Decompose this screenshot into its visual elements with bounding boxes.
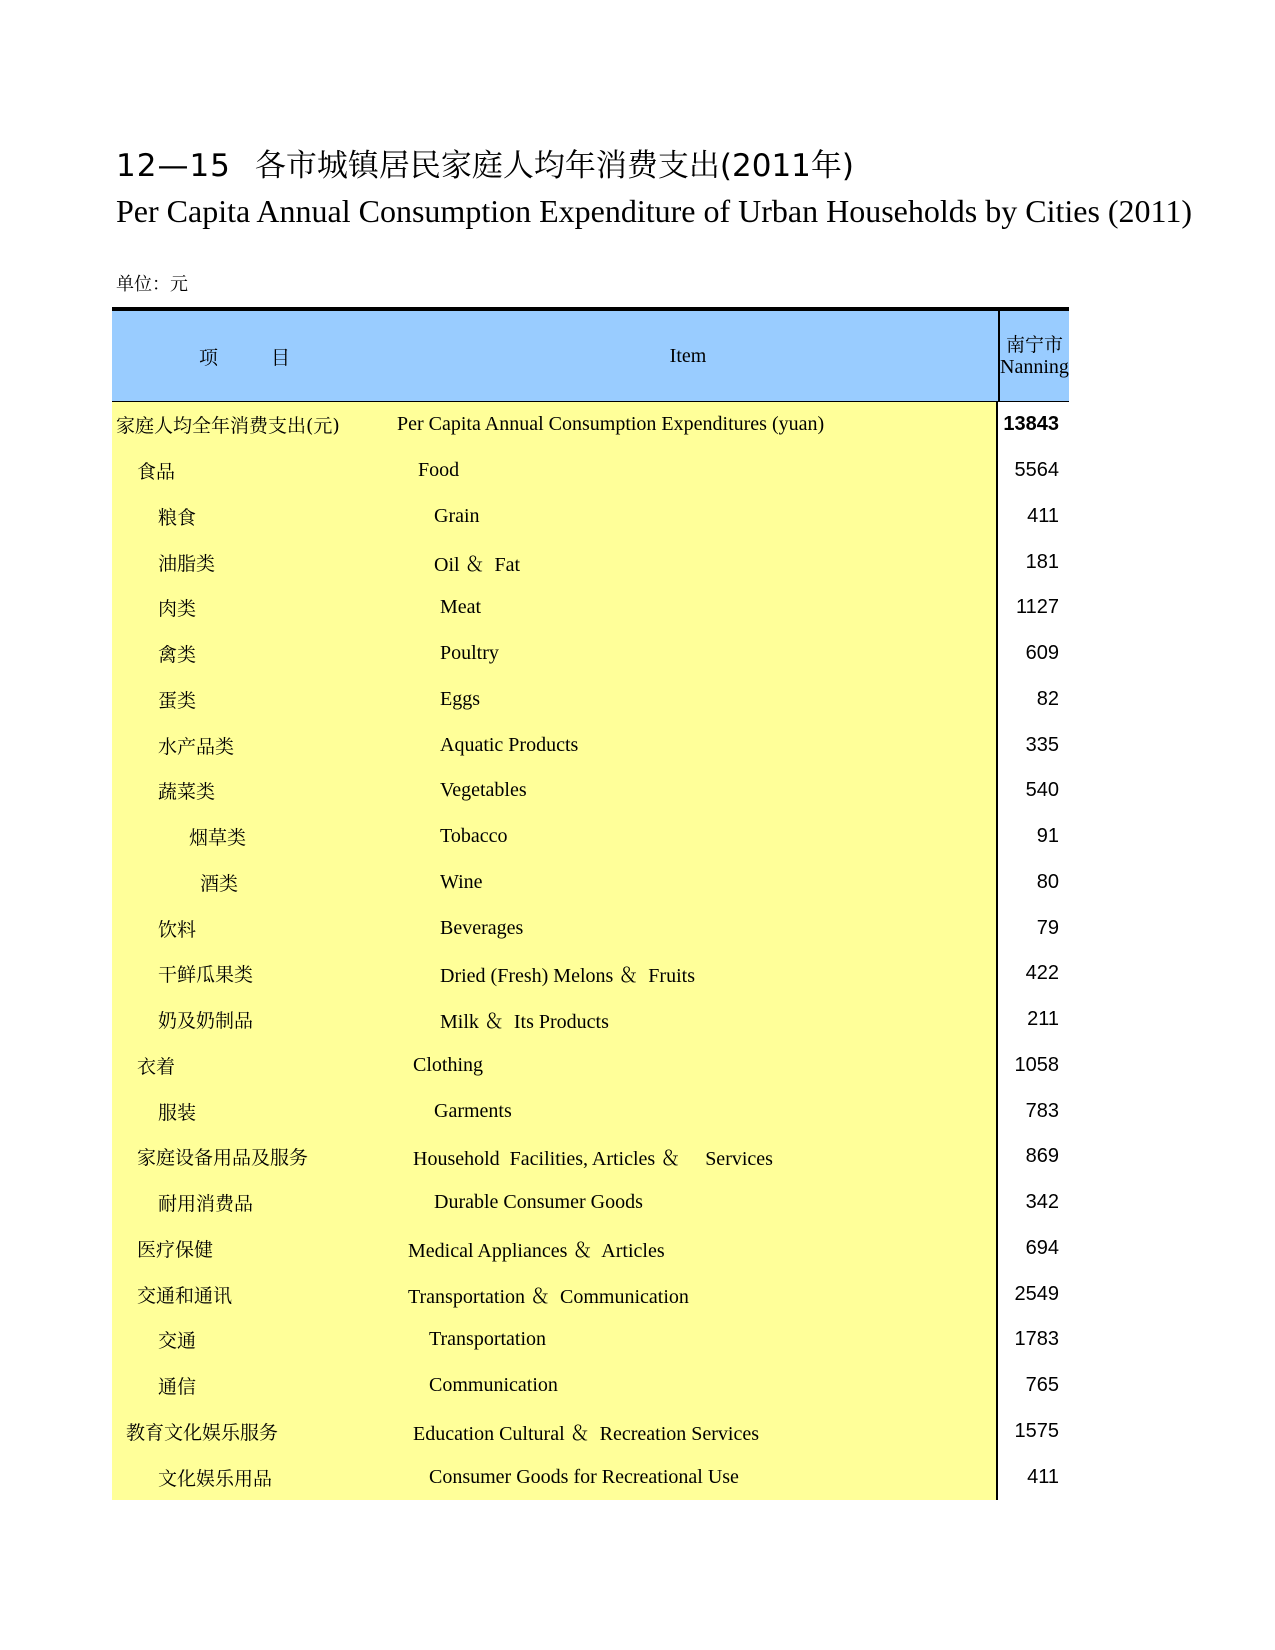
row-value-nanning: 91	[1036, 825, 1059, 848]
title-chinese-text: 各市城镇居民家庭人均年消费支出(2011年)	[254, 148, 854, 184]
row-item-english: Vegetables	[378, 768, 998, 814]
row-item-english: Milk ＆ Its Products	[378, 997, 998, 1043]
row-item-english: Grain	[378, 494, 998, 540]
row-item-chinese: 蛋类	[112, 677, 378, 723]
table-row	[112, 539, 1069, 585]
row-item-chinese: 医疗保健	[112, 1226, 378, 1272]
row-item-english: Clothing	[378, 1043, 998, 1089]
row-item-english: Tobacco	[378, 814, 998, 860]
row-value-nanning: 1058	[1014, 1053, 1059, 1076]
row-item-chinese: 水产品类	[112, 722, 378, 768]
table-row	[112, 1409, 1069, 1455]
unit-label: 单位：元	[116, 274, 188, 295]
row-item-english: Durable Consumer Goods	[378, 1180, 998, 1226]
table-row	[112, 1043, 1069, 1089]
row-item-chinese: 家庭设备用品及服务	[112, 1134, 378, 1180]
row-item-chinese: 文化娱乐用品	[112, 1454, 378, 1500]
row-value-nanning: 1783	[1014, 1328, 1059, 1351]
row-item-chinese: 衣着	[112, 1043, 378, 1089]
row-value-nanning: 783	[1025, 1099, 1059, 1122]
row-value-nanning: 5564	[1014, 459, 1059, 482]
row-value-nanning: 765	[1025, 1374, 1059, 1397]
row-value-nanning: 1575	[1014, 1419, 1059, 1442]
page-title-english: Per Capita Annual Consumption Expenditure of Urban Households by Cities (2011)	[116, 193, 1193, 229]
row-value-nanning: 82	[1036, 687, 1059, 710]
row-item-english: Eggs	[378, 677, 998, 723]
table-row	[112, 905, 1069, 951]
row-item-chinese: 油脂类	[112, 539, 378, 585]
table-row	[112, 1271, 1069, 1317]
row-item-english: Dried (Fresh) Melons ＆ Fruits	[378, 951, 998, 997]
table-row	[112, 1134, 1069, 1180]
row-item-english: Food	[378, 448, 998, 494]
row-item-english: Poultry	[378, 631, 998, 677]
row-item-chinese: 耐用消费品	[112, 1180, 378, 1226]
header-city-chinese: 南宁市	[1005, 334, 1063, 356]
table-row	[112, 494, 1069, 540]
table-row	[112, 1454, 1069, 1500]
row-value-nanning: 609	[1025, 642, 1059, 665]
row-item-chinese: 肉类	[112, 585, 378, 631]
expenditure-table	[112, 307, 1069, 1500]
row-value-nanning: 79	[1036, 916, 1059, 939]
page-title-chinese	[116, 146, 854, 186]
row-item-chinese: 教育文化娱乐服务	[112, 1409, 378, 1455]
row-item-chinese: 食品	[112, 448, 378, 494]
row-value-nanning: 411	[1027, 1465, 1059, 1488]
row-item-english: Beverages	[378, 905, 998, 951]
row-item-english: Education Cultural ＆ Recreation Services	[378, 1409, 998, 1455]
table-row	[112, 1317, 1069, 1363]
header-item-chinese-b: 目	[271, 346, 292, 369]
table-row	[112, 1363, 1069, 1409]
row-value-nanning: 1127	[1015, 596, 1059, 619]
row-item-english: Household Facilities, Articles ＆ Services	[378, 1134, 998, 1180]
header-city	[1000, 311, 1069, 401]
row-value-nanning: 869	[1025, 1145, 1059, 1168]
row-item-english: Meat	[378, 585, 998, 631]
row-item-chinese: 交通	[112, 1317, 378, 1363]
row-value-nanning: 13843	[1003, 413, 1059, 436]
row-item-chinese: 通信	[112, 1363, 378, 1409]
row-item-english: Garments	[378, 1088, 998, 1134]
row-value-nanning: 211	[1027, 1008, 1059, 1031]
table-row	[112, 1088, 1069, 1134]
row-item-chinese: 家庭人均全年消费支出(元)	[112, 402, 378, 448]
table-row	[112, 997, 1069, 1043]
row-item-chinese: 干鲜瓜果类	[112, 951, 378, 997]
row-value-nanning: 540	[1025, 779, 1059, 802]
row-item-chinese: 粮食	[112, 494, 378, 540]
header-city-english: Nanning	[1000, 356, 1069, 378]
row-item-chinese: 饮料	[112, 905, 378, 951]
row-item-english: Transportation	[378, 1317, 998, 1363]
table-row	[112, 585, 1069, 631]
table-row	[112, 448, 1069, 494]
table-number: 12—15	[116, 148, 231, 184]
row-item-chinese: 酒类	[112, 860, 378, 906]
row-item-chinese: 交通和通讯	[112, 1271, 378, 1317]
row-item-english: Per Capita Annual Consumption Expenditures (yuan)	[378, 402, 998, 448]
row-value-nanning: 422	[1025, 962, 1059, 985]
table-row	[112, 951, 1069, 997]
row-value-nanning: 2549	[1014, 1282, 1059, 1305]
row-item-english: Transportation ＆ Communication	[378, 1271, 998, 1317]
table-row	[112, 860, 1069, 906]
table-row	[112, 402, 1069, 448]
table-row	[112, 631, 1069, 677]
row-item-english: Wine	[378, 860, 998, 906]
table-body	[112, 402, 1069, 1500]
row-item-chinese: 蔬菜类	[112, 768, 378, 814]
row-value-nanning: 694	[1025, 1236, 1059, 1259]
row-value-nanning: 80	[1036, 870, 1059, 893]
row-item-english: Oil ＆ Fat	[378, 539, 998, 585]
header-item-english: Item	[378, 311, 1000, 401]
row-item-chinese: 奶及奶制品	[112, 997, 378, 1043]
row-value-nanning: 181	[1025, 550, 1059, 573]
table-row	[112, 722, 1069, 768]
table-row	[112, 814, 1069, 860]
table-row	[112, 1180, 1069, 1226]
header-item-chinese-a: 项	[198, 346, 219, 369]
header-item-chinese	[112, 311, 378, 401]
row-item-chinese: 禽类	[112, 631, 378, 677]
table-header	[112, 311, 1069, 402]
row-item-english: Communication	[378, 1363, 998, 1409]
table-row	[112, 1226, 1069, 1272]
row-item-english: Medical Appliances ＆ Articles	[378, 1226, 998, 1272]
table-row	[112, 677, 1069, 723]
row-value-nanning: 411	[1027, 504, 1059, 527]
row-item-english: Aquatic Products	[378, 722, 998, 768]
row-item-chinese: 烟草类	[112, 814, 378, 860]
row-item-english: Consumer Goods for Recreational Use	[378, 1454, 998, 1500]
row-item-chinese: 服装	[112, 1088, 378, 1134]
row-value-nanning: 335	[1025, 733, 1059, 756]
table-row	[112, 768, 1069, 814]
row-value-nanning: 342	[1025, 1191, 1059, 1214]
